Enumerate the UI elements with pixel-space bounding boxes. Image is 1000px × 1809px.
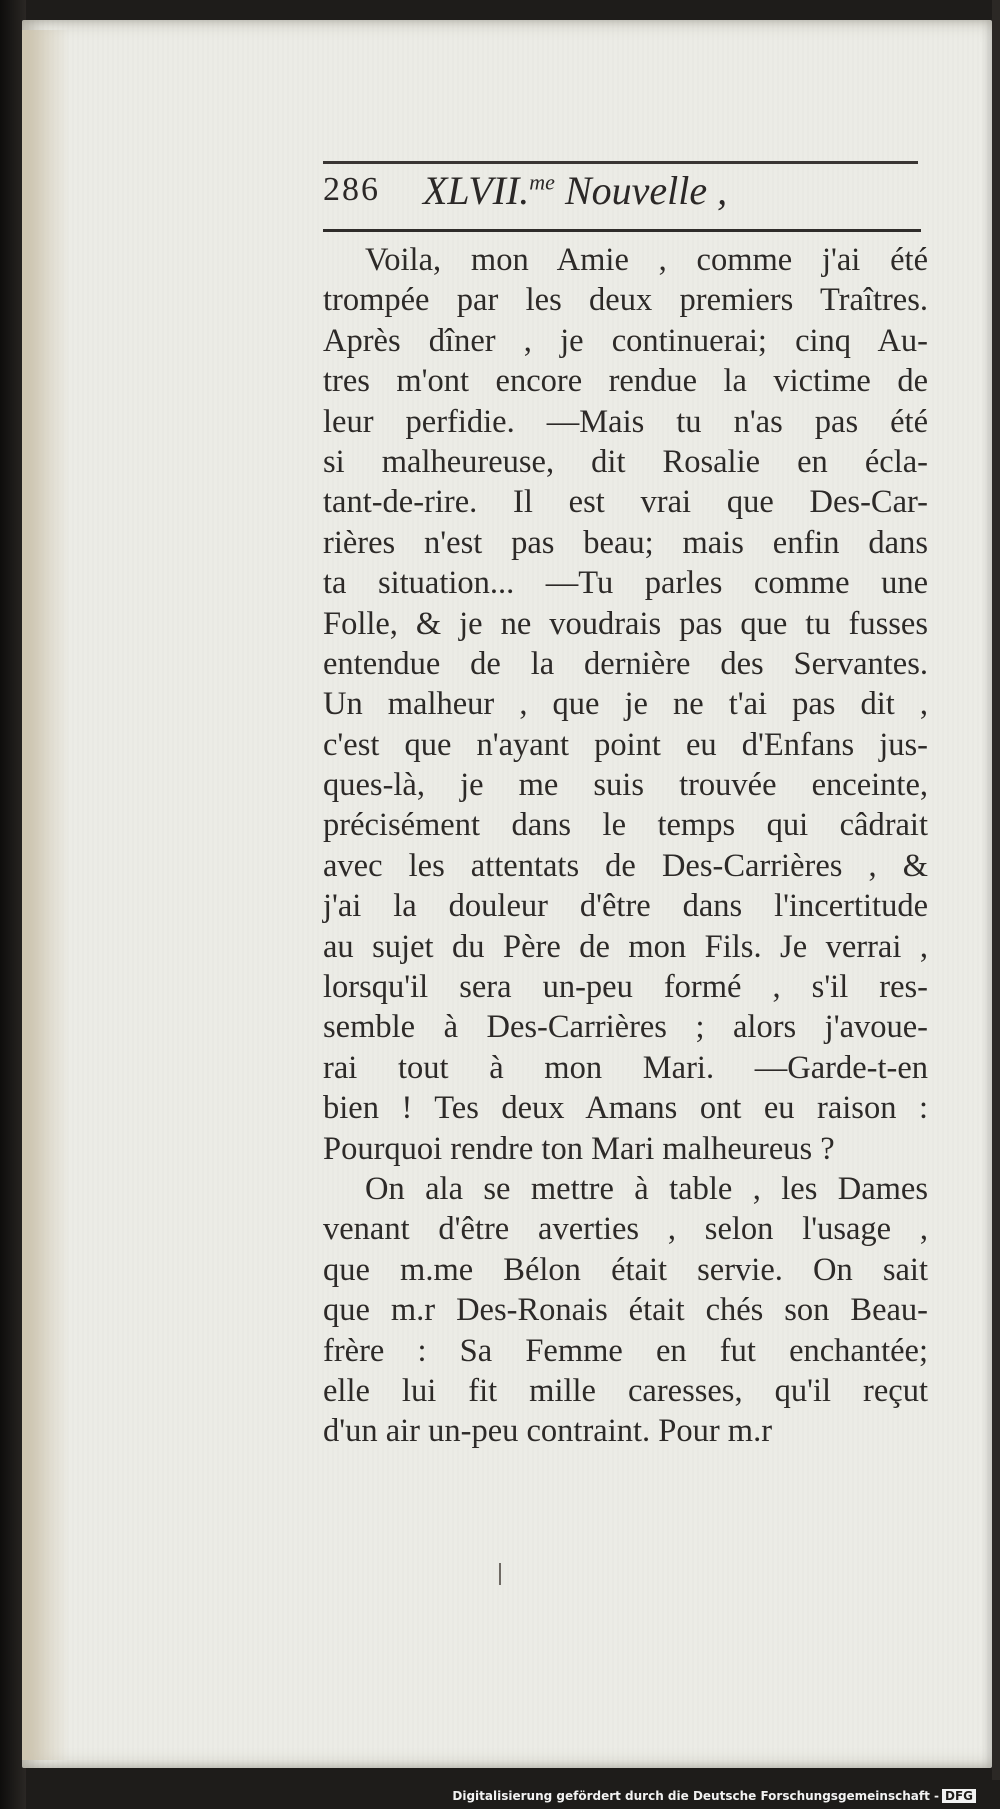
page-header bbox=[323, 168, 923, 223]
text-line: leur perfidie. —Mais tu n'as pas été bbox=[323, 403, 928, 440]
text-line: rai tout à mon Mari. —Garde-t-en bbox=[323, 1049, 928, 1086]
text-line: tant-de-rire. Il est vrai que Des-Car- bbox=[323, 484, 928, 521]
text-line: trompée par les deux premiers Traîtres. bbox=[323, 282, 928, 319]
running-head-rest: Nouvelle , bbox=[554, 168, 728, 213]
running-head-title: XLVII. bbox=[423, 168, 530, 213]
header-rule-bottom bbox=[323, 229, 921, 232]
text-line: précisément dans le temps qui câdrait bbox=[323, 807, 928, 844]
text-line: semble à Des-Carrières ; alors j'avoue- bbox=[323, 1009, 928, 1046]
text-line: d'un air un-peu contraint. Pour m.r bbox=[323, 1413, 773, 1450]
text-line: c'est que n'ayant point eu d'Enfans jus- bbox=[323, 726, 928, 763]
text-line: ques-là, je me suis trouvée enceinte, bbox=[323, 767, 928, 804]
text-line: elle lui fit mille caresses, qu'il reçut bbox=[323, 1372, 928, 1409]
text-line: avec les attentats de Des-Carrières , & bbox=[323, 847, 928, 884]
running-head bbox=[423, 167, 727, 214]
credit-text: Digitalisierung gefördert durch die Deutsche Forschungsgemeinschaft - bbox=[452, 1789, 939, 1803]
running-head-superscript: me bbox=[529, 169, 555, 195]
text-line: au sujet du Père de mon Fils. Je verrai , bbox=[323, 928, 928, 965]
text-line: tres m'ont encore rendue la victime de bbox=[323, 363, 928, 400]
text-line: Un malheur , que je ne t'ai pas dit , bbox=[323, 686, 928, 723]
digitization-credit bbox=[452, 1789, 976, 1803]
text-line: Voila, mon Amie , comme j'ai été bbox=[365, 242, 928, 278]
text-line: Après dîner , je continuerai; cinq Au- bbox=[323, 322, 928, 359]
header-rule-top bbox=[323, 161, 918, 164]
text-line: venant d'être averties , selon l'usage , bbox=[323, 1211, 928, 1248]
text-line: Pourquoi rendre ton Mari malheureus ? bbox=[323, 1130, 835, 1167]
page-body-text bbox=[323, 240, 928, 1452]
text-line: rières n'est pas beau; mais enfin dans bbox=[323, 524, 928, 561]
text-line: entendue de la dernière des Servantes. bbox=[323, 645, 928, 682]
text-line: que m.me Bélon était servie. On sait bbox=[323, 1251, 928, 1288]
ink-mark bbox=[499, 1563, 501, 1585]
text-line: Folle, & je ne voudrais pas que tu fusses bbox=[323, 605, 928, 642]
text-line: que m.r Des-Ronais était chés son Beau- bbox=[323, 1292, 928, 1329]
page-edge-right bbox=[992, 0, 1000, 1780]
text-line: j'ai la douleur d'être dans l'incertitude bbox=[323, 888, 928, 925]
text-line: lorsqu'il sera un-peu formé , s'il res- bbox=[323, 969, 928, 1006]
text-line: si malheureuse, dit Rosalie en écla- bbox=[323, 443, 928, 480]
dfg-logo: DFG bbox=[942, 1789, 976, 1803]
text-line: On ala se mettre à table , les Dames bbox=[365, 1170, 928, 1207]
page-gutter-shadow bbox=[22, 30, 70, 1760]
page-number: 286 bbox=[323, 171, 380, 208]
text-line: bien ! Tes deux Amans ont eu raison : bbox=[323, 1090, 928, 1127]
text-line: ta situation... —Tu parles comme une bbox=[323, 565, 928, 602]
text-line: frère : Sa Femme en fut enchantée; bbox=[323, 1332, 928, 1369]
